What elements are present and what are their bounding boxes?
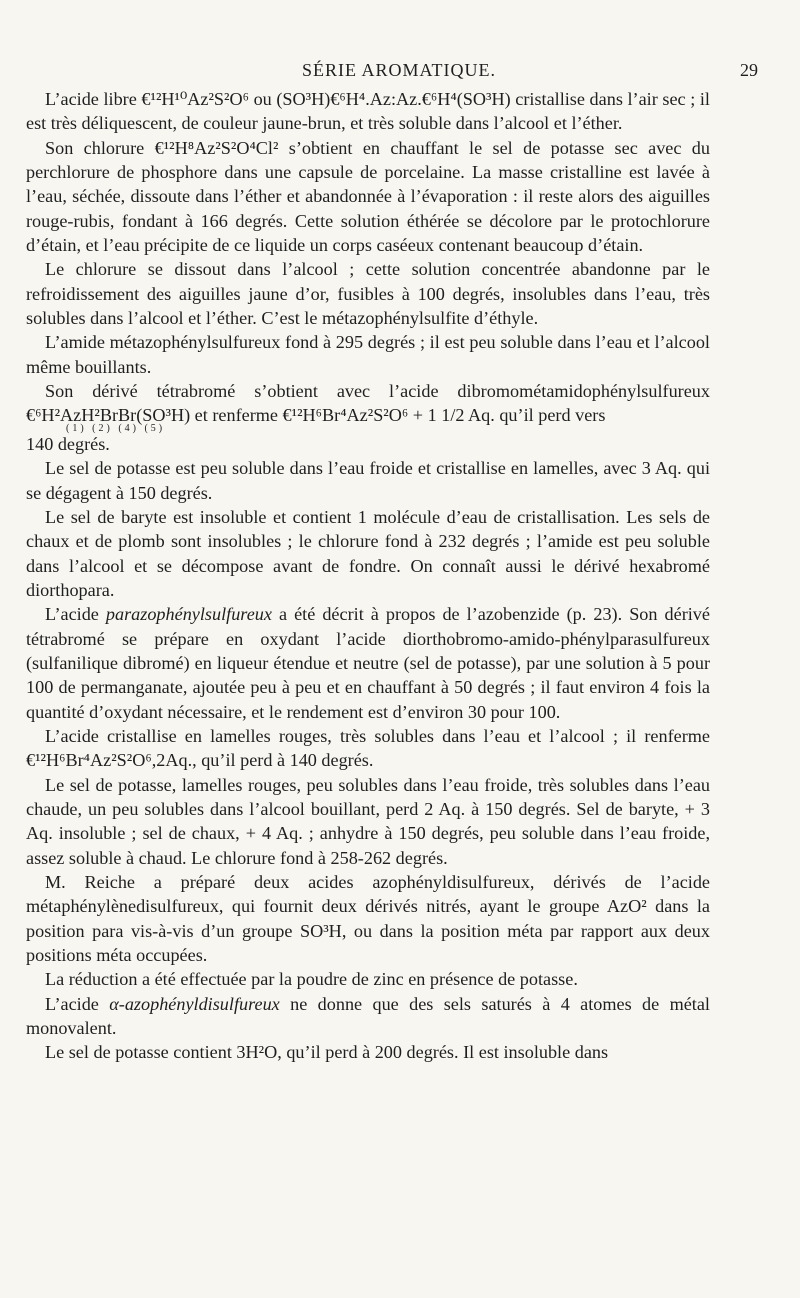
text-run: ne donne que des sels saturés à 4 atomes de métal monovalent.	[26, 993, 710, 1039]
paragraph-reduction: La réduction a été effectuée par la poudre de zinc en présence de potasse.	[45, 969, 578, 990]
paragraph-sel-potasse-2: Le sel de potasse, lamelles rouges, peu solubles dans l’eau froide, très solubles dans l’eau chaude, un peu solubles dans l’alcool bouillant, perd 2 Aq. à 150 degrés. Sel de baryte, + 3 Aq. insoluble ; sel de chaux, + 4 Aq. ; anhydre à 150 degrés, peu soluble dans l’eau froide, assez soluble à chaud. Le chlorure fond à 258-262 degrés.	[26, 774, 710, 868]
paragraph-sel-potasse: Le sel de potasse est peu soluble dans l’eau froide et cristallise en lamelles, avec 3 Aq. qui se dégagent à 150 degrés.	[26, 458, 710, 503]
paragraph-alpha-acid	[26, 992, 710, 1041]
page-header	[40, 60, 758, 84]
paragraph-tetrabrome: Son dérivé tétrabromé s’obtient avec l’acide dibromométamidophénylsulfureux €⁶H²AzH²BrBr(SO³H) et renferme €¹²H⁶Br⁴Az²S²O⁶ + 1 1/2 Aq. qu’il perd vers	[26, 381, 710, 426]
paragraph-sel-potasse-3: Le sel de potasse contient 3H²O, qu’il perd à 200 degrés. Il est insoluble dans	[45, 1042, 609, 1063]
paragraph-chlorure: Son chlorure €¹²H⁸Az²S²O⁴Cl² s’obtient en chauffant le sel de potasse sec avec du perchlorure de phosphore dans une capsule de porcelaine. La masse cristalline est lavée à l’eau, séchée, dissoute dans l’éther et abandonnée à l’évaporation : il reste alors des aiguilles rouge-rubis, fondant à 166 degrés. Cette solution éthérée se décolore par le protochlorure d’étain, et l’eau précipite de ce liquide un corps caséeux contenant beaucoup d’étain.	[26, 137, 710, 256]
paragraph-acide-cristallise: L’acide cristallise en lamelles rouges, très solubles dans l’eau et l’alcool ; il renferme €¹²H⁶Br⁴Az²S²O⁶,2Aq., qu’il perd à 140 degrés.	[26, 725, 710, 771]
paragraph-reiche: M. Reiche a préparé deux acides azophényldisulfureux, dérivés de l’acide métaphénylènedisulfureux, qui fournit deux dérivés nitrés, ayant le groupe AzO² dans la position para vis-à-vis d’un groupe SO³H, ou dans la position méta par rapport aux deux positions méta occupées.	[26, 872, 710, 966]
text-run: L’acide	[45, 604, 106, 625]
text-run: a été décrit à propos de l’azobenzide (p. 23). Son dérivé tétrabromé se prépare en oxydant l’acide diorthobromo-amido-phénylparasulfureux (sulfanilique dibromé) en liqueur étendue et neutre (sel de potasse), par une solution à 5 pour 100 de permanganate, ajoutée peu à peu et en chauffant à 50 degrés ; il faut environ 4 fois la quantité d’oxydant nécessaire, et le rendement est d’environ 30 pour 100.	[26, 604, 710, 722]
paragraph-chlorure-alcool: Le chlorure se dissout dans l’alcool ; cette solution concentrée abandonne par le refroidissement des aiguilles jaune d’or, fusibles à 100 degrés, insolubles dans l’eau, très solubles dans l’alcool et l’éther. C’est le métazophénylsulfite d’éthyle.	[26, 259, 710, 329]
running-title: SÉRIE AROMATIQUE.	[301, 60, 496, 80]
paragraph-libre-acid: L’acide libre €¹²H¹⁰Az²S²O⁶ ou (SO³H)€⁶H⁴.Az:Az.€⁶H⁴(SO³H) cristallise dans l’air sec ; il est très déliquescent, de couleur jaune-brun, et très soluble dans l’alcool et l’éther.	[26, 89, 710, 134]
page-body	[26, 87, 710, 1065]
paragraph-tetrabrome-end: 140 degrés.	[26, 433, 110, 454]
paragraph-parazophenyl	[26, 602, 710, 724]
paragraph-amide: L’amide métazophénylsulfureux fond à 295 degrés ; il est peu soluble dans l’eau et l’alcool même bouillants.	[26, 332, 710, 377]
italic-acid-name: α-azophényldisulfureux	[109, 993, 280, 1014]
position-numbers: (1) (2) (4) (5)	[66, 422, 166, 434]
page-number: 29	[740, 60, 758, 80]
italic-acid-name: parazophénylsulfureux	[105, 604, 272, 625]
text-run: L’acide	[45, 993, 110, 1014]
paragraph-sel-baryte: Le sel de baryte est insoluble et contient 1 molécule d’eau de cristallisation. Les sels de chaux et de plomb sont insolubles ; le chlorure fond à 232 degrés ; l’amide est peu soluble dans l’alcool et se décompose avant de fondre. On connaît aussi le dérivé hexabromé diorthopara.	[26, 506, 710, 600]
